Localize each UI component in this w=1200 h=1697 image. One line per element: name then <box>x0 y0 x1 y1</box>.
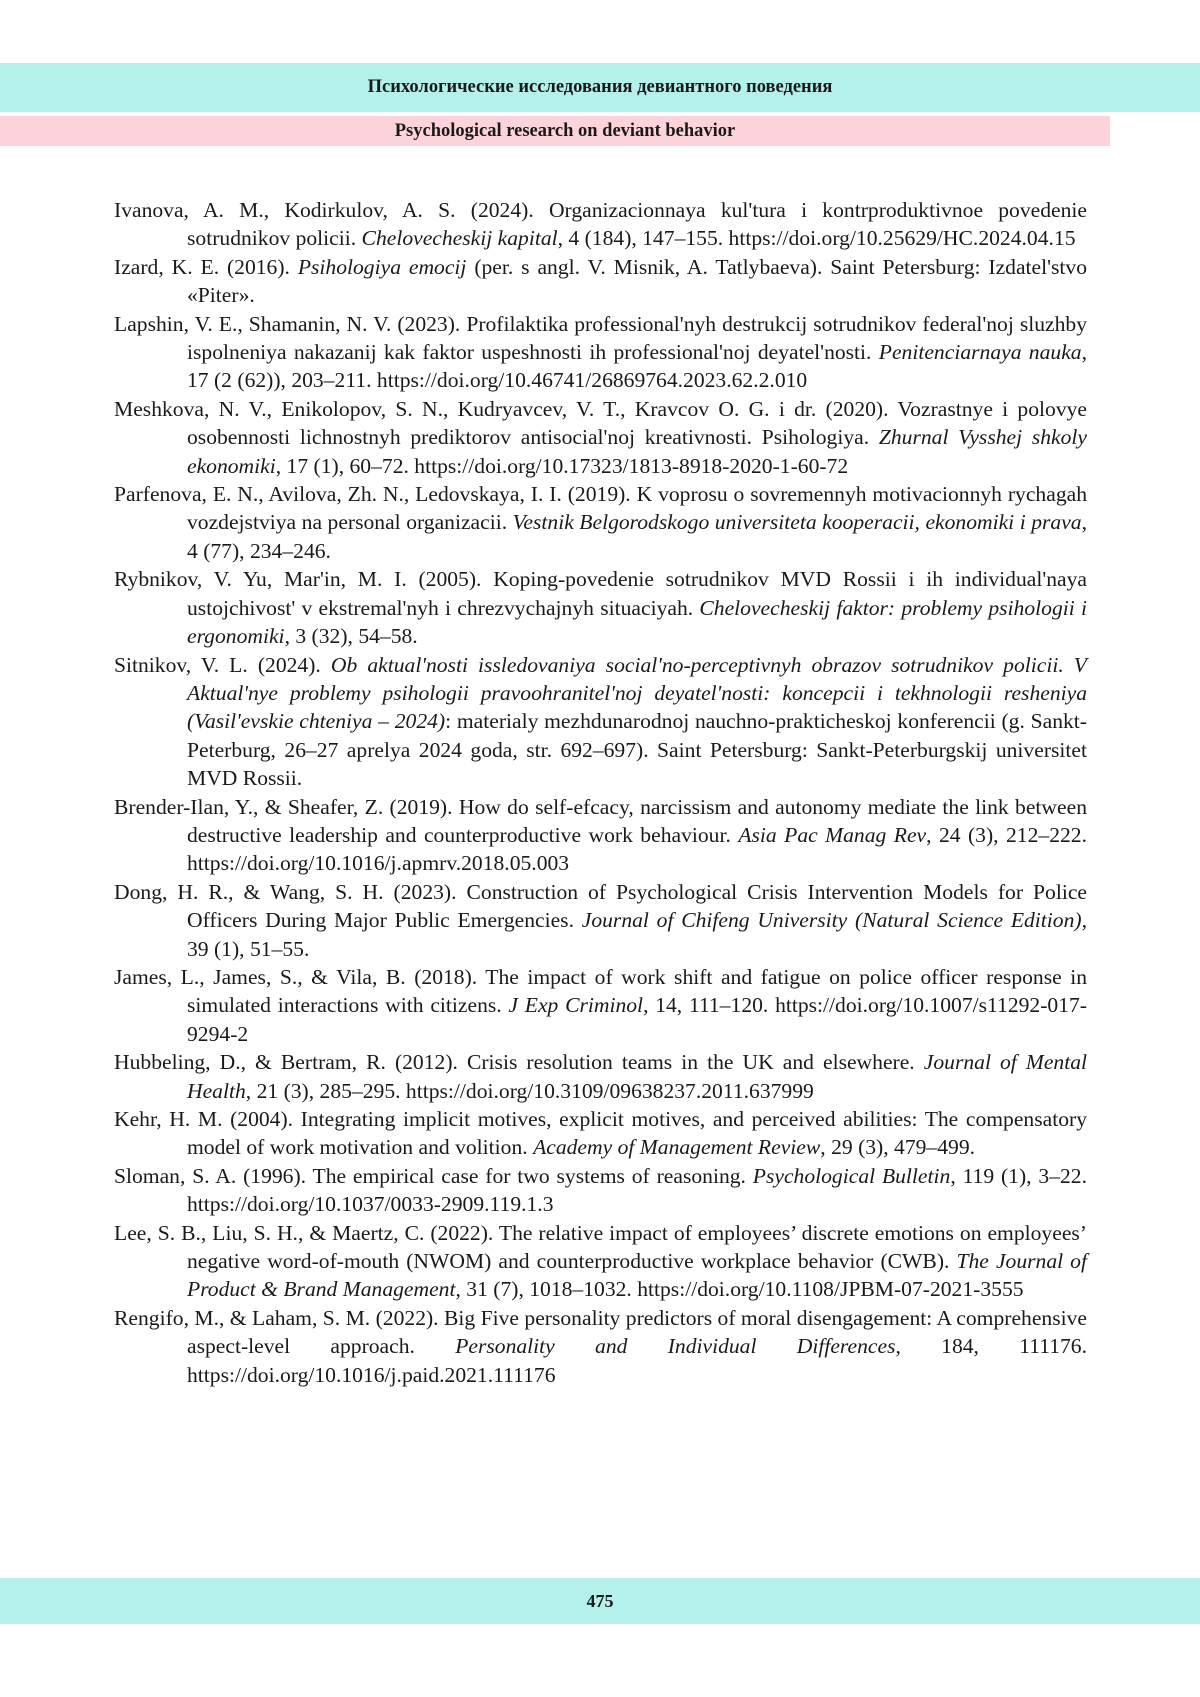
reference-journal: Chelovecheskij kapital <box>361 226 558 251</box>
reference-journal: Zhurnal Vysshej shkoly ekonomiki <box>187 425 1087 478</box>
reference-text: Sitnikov, V. L. (2024). <box>114 652 331 677</box>
reference-text: Rengifo, M., & Laham, S. M. (2022). Big Five personality predictors of moral disengagement: A comprehensive aspect-level approach. <box>114 1305 1087 1359</box>
reference-text: Izard, K. E. (2016). <box>114 254 298 279</box>
footer-band <box>0 1578 1200 1624</box>
reference-details: , 184, 111176. https://doi.org/10.1016/j.paid.2021.111176 <box>187 1334 1088 1387</box>
reference-item <box>114 253 1087 310</box>
reference-journal: Chelovecheskij faktor: problemy psihologii i ergonomiki <box>187 595 1087 649</box>
reference-item <box>114 1105 1087 1162</box>
reference-text: Meshkova, N. V., Enikolopov, S. N., Kudryavcev, V. T., Kravcov O. G. i dr. (2020). Vozrastnye i polovye osobennosti lichnostnyh prediktorov antisocial'noj kreativnosti. Psihologiya. <box>114 396 1087 450</box>
journal-title-ru-band <box>0 63 1200 112</box>
reference-text: Brender-Ilan, Y., & Sheafer, Z. (2019). How do self-efcacy, narcissism and autonomy mediate the link between destructive leadership and counterproductive work behaviour. <box>114 794 1087 847</box>
reference-text: Dong, H. R., & Wang, S. H. (2023). Construction of Psychological Crisis Intervention Models for Police Officers During Major Public Emergencies. <box>114 879 1087 933</box>
reference-journal: Personality and Individual Differences <box>455 1334 896 1359</box>
reference-journal: Asia Pac Manag Rev <box>738 822 927 847</box>
reference-text: Kehr, H. M. (2004). Integrating implicit motives, explicit motives, and perceived abilities: The compensatory model of work motivation and volition. <box>114 1107 1087 1160</box>
reference-details: , 39 (1), 51–55. <box>187 908 1087 961</box>
reference-journal: Psihologiya emocij <box>297 254 467 279</box>
reference-details: , 4 (77), 234–246. <box>187 510 1087 563</box>
reference-details: , 3 (32), 54–58. <box>284 624 418 649</box>
reference-text: Ivanova, A. M., Kodirkulov, A. S. (2024). Organizacionnaya kul'tura i kontrproduktivnoe povedenie sotrudnikov policii. <box>114 198 1087 251</box>
journal-title-ru: Психологические исследования девиантного поведения <box>367 77 833 97</box>
reference-text: Parfenova, E. N., Avilova, Zh. N., Ledovskaya, I. I. (2019). K voprosu o sovremennyh motivacionnyh rychagah vozdejstviya na personal organizacii. <box>114 482 1087 535</box>
reference-item <box>114 480 1087 565</box>
reference-item <box>114 196 1087 253</box>
reference-details: , 17 (2 (62)), 203–211. https://doi.org/10.46741/26869764.2023.62.2.010 <box>187 340 1087 393</box>
reference-journal: Journal of Mental Health <box>187 1050 1088 1103</box>
reference-details: , 17 (1), 60–72. https://doi.org/10.17323/1813-8918-2020-1-60-72 <box>275 453 849 478</box>
reference-text: James, L., James, S., & Vila, B. (2018). The impact of work shift and fatigue on police officer response in simulated interactions with citizens. <box>114 964 1087 1018</box>
reference-journal: Vestnik Belgorodskogo universiteta kooperacii, ekonomiki i prava <box>512 510 1082 535</box>
journal-title-en-band <box>0 116 1110 146</box>
reference-item <box>114 395 1087 480</box>
reference-text: Rybnikov, V. Yu, Mar'in, M. I. (2005). Koping-povedenie sotrudnikov MVD Rossii i ih individual'naya ustojchivost' v ekstremal'nyh i chrezvychajnyh situaciyah. <box>114 567 1087 620</box>
reference-journal: Penitenciarnaya nauka <box>878 340 1082 365</box>
reference-details: , 24 (3), 212–222. https://doi.org/10.1016/j.apmrv.2018.05.003 <box>187 822 1087 876</box>
reference-journal: Academy of Management Review <box>533 1135 821 1160</box>
reference-item <box>114 651 1087 793</box>
reference-details: (per. s angl. V. Misnik, A. Tatlybaeva). Saint Petersburg: Izdatel'stvo «Piter». <box>187 254 1088 308</box>
reference-details: , 31 (7), 1018–1032. https://doi.org/10.1108/JPBM-07-2021-3555 <box>455 1277 1024 1302</box>
reference-item <box>114 963 1087 1048</box>
reference-journal: J Exp Criminol <box>508 993 644 1018</box>
reference-details: , 4 (184), 147–155. https://doi.org/10.25629/HC.2024.04.15 <box>557 226 1076 251</box>
reference-journal: Journal of Chifeng University (Natural Science Edition) <box>581 908 1082 933</box>
reference-item <box>114 793 1087 878</box>
reference-item <box>114 565 1087 650</box>
reference-item <box>114 1219 1087 1304</box>
journal-title-en: Psychological research on deviant behavior <box>394 120 736 141</box>
reference-journal: Ob aktual'nosti issledovaniya social'no-perceptivnyh obrazov sotrudnikov policii. V Aktual'nye problemy psihologii pravoohranitel'noj deyatel'nosti: koncepcii i tekhnologii resheniya (Vasil'evskie chteniya – 2024) <box>187 652 1087 734</box>
reference-details: , 29 (3), 479–499. <box>820 1135 976 1160</box>
reference-item <box>114 1162 1087 1219</box>
reference-journal: The Journal of Product & Brand Management <box>187 1249 1087 1302</box>
reference-journal: Psychological Bulletin <box>752 1163 951 1188</box>
page-number: 475 <box>586 1590 614 1611</box>
reference-text: Lapshin, V. E., Shamanin, N. V. (2023). Profilaktika professional'nyh destrukcij sotrudnikov federal'noj sluzhby ispolneniya nakazanij kak faktor uspeshnosti ih professional'noj deyatel'nosti. <box>114 311 1087 365</box>
reference-details: , 21 (3), 285–295. https://doi.org/10.3109/09638237.2011.637999 <box>245 1078 814 1103</box>
reference-item <box>114 310 1087 395</box>
reference-text: Lee, S. B., Liu, S. H., & Maertz, C. (2022). The relative impact of employees’ discrete emotions on employees’ negative word-of-mouth (NWOM) and counterproductive workplace behavior (CWB). <box>114 1220 1087 1274</box>
reference-list <box>114 196 1087 1389</box>
reference-details: , 14, 111–120. https://doi.org/10.1007/s11292-017-9294-2 <box>187 993 1087 1046</box>
reference-item <box>114 878 1087 963</box>
reference-text: Sloman, S. A. (1996). The empirical case for two systems of reasoning. <box>114 1163 753 1188</box>
reference-details: : materialy mezhdunarodnoj nauchno-prakticheskoj konferencii (g. Sankt-Peterburg, 26–27 aprelya 2024 goda, str. 692–697). Saint Petersburg: Sankt-Peterburgskij universitet MVD Rossii. <box>187 709 1087 791</box>
reference-text: Hubbeling, D., & Bertram, R. (2012). Crisis resolution teams in the UK and elsewhere. <box>114 1050 924 1075</box>
reference-item <box>114 1048 1087 1105</box>
reference-details: , 119 (1), 3–22. https://doi.org/10.1037/0033-2909.119.1.3 <box>187 1163 1087 1217</box>
reference-item <box>114 1304 1087 1389</box>
